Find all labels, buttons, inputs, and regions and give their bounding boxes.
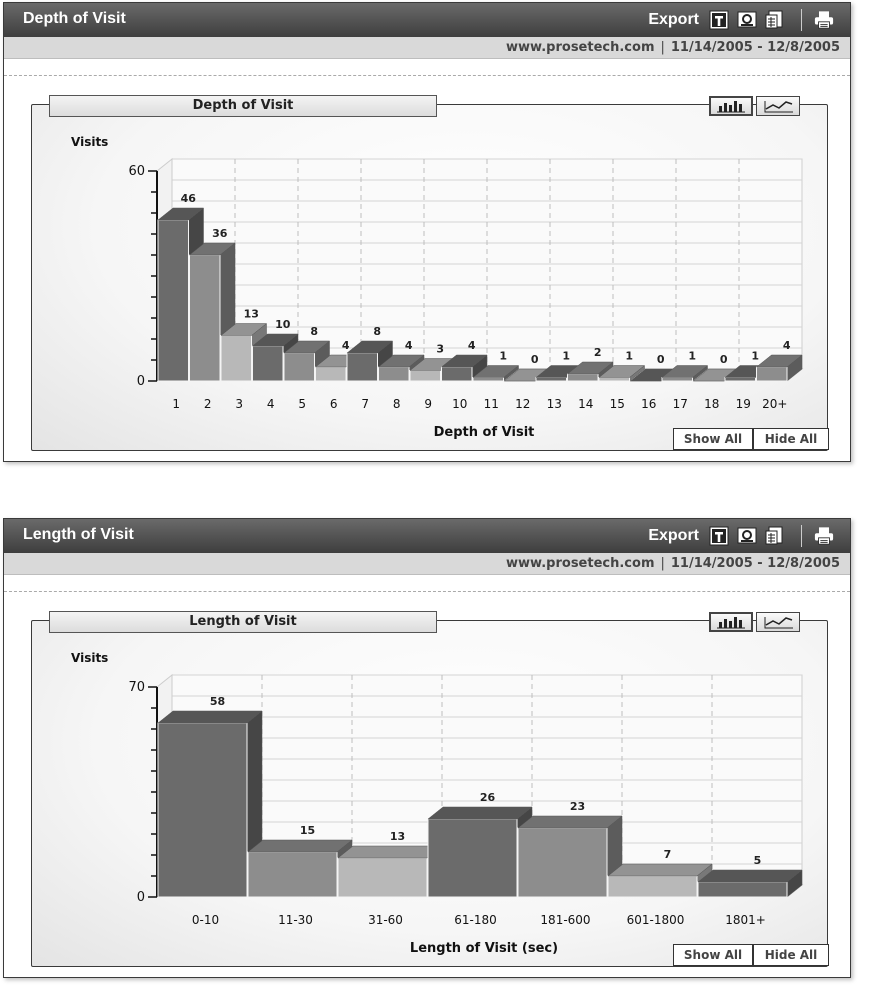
data-label: 15 — [299, 824, 316, 837]
x-tick-label: 6 — [329, 397, 338, 411]
bar-front — [379, 367, 410, 381]
site-url[interactable]: www.prosetech.com — [506, 556, 655, 571]
bar-front — [536, 378, 567, 382]
data-label: 3 — [436, 342, 445, 356]
data-label: 1 — [688, 349, 697, 363]
export-label: Export — [648, 527, 699, 544]
x-tick-label: 11 — [483, 397, 499, 411]
x-tick-label: 61-180 — [454, 913, 497, 927]
bar-front — [284, 353, 315, 381]
x-tick-label: 9 — [424, 397, 433, 411]
data-label: 23 — [569, 800, 586, 813]
x-axis-title: Length of Visit (sec) — [409, 941, 559, 956]
data-label: 13 — [389, 830, 406, 843]
bar-front — [518, 828, 607, 897]
panel-title: Length of Visit — [23, 526, 134, 543]
hide-all-button[interactable]: Hide All — [753, 944, 829, 966]
x-tick-label: 8 — [392, 397, 401, 411]
bar-front — [428, 819, 517, 897]
bar[interactable] — [428, 807, 532, 897]
bar-top — [248, 840, 352, 852]
x-tick-label: 15 — [609, 397, 625, 411]
bar-front — [442, 367, 473, 381]
date-range: 11/14/2005 - 12/8/2005 — [670, 40, 840, 55]
chart-title: Depth of Visit — [49, 95, 437, 117]
x-tick-label: 31-60 — [368, 913, 403, 927]
bar[interactable] — [158, 711, 262, 897]
data-label: 4 — [467, 339, 476, 352]
bar-top — [338, 846, 442, 858]
bar-front — [347, 353, 378, 381]
data-label: 4 — [404, 339, 413, 352]
y-tick-label: 0 — [136, 890, 145, 905]
bar-front — [190, 255, 221, 381]
x-tick-label: 16 — [641, 397, 657, 411]
bar-front — [158, 723, 247, 897]
data-label: 10 — [275, 318, 291, 331]
x-tick-label: 2 — [203, 397, 212, 411]
data-label: 2 — [593, 346, 602, 359]
bar-front — [248, 852, 337, 897]
y-tick-label: 70 — [128, 680, 145, 695]
bar-top — [428, 807, 532, 819]
bar-front — [316, 367, 347, 381]
x-tick-label: 10 — [452, 397, 468, 411]
data-label: 4 — [782, 339, 791, 352]
date-range: 11/14/2005 - 12/8/2005 — [670, 556, 840, 571]
bar-top — [518, 816, 622, 828]
data-label: 8 — [310, 325, 319, 338]
data-label: 8 — [373, 325, 382, 338]
bar-front — [662, 378, 693, 382]
y-tick-label: 60 — [128, 164, 145, 179]
data-label: 58 — [209, 695, 226, 708]
x-tick-label: 18 — [704, 397, 720, 411]
bar[interactable] — [338, 846, 442, 897]
bar[interactable] — [518, 816, 622, 897]
x-tick-label: 5 — [298, 397, 307, 411]
x-tick-label: 14 — [578, 397, 594, 411]
data-label: 36 — [212, 227, 228, 240]
x-tick-label: 20+ — [762, 397, 788, 411]
data-label: 7 — [663, 848, 672, 861]
info-separator: | — [660, 40, 665, 55]
bar-front — [410, 371, 441, 382]
panel-title: Depth of Visit — [23, 10, 126, 27]
data-label: 0 — [719, 353, 728, 366]
bar-front — [253, 346, 284, 381]
x-tick-label: 0-10 — [191, 913, 220, 927]
x-tick-label: 13 — [546, 397, 562, 411]
x-tick-label: 3 — [235, 397, 244, 411]
bar-front — [221, 336, 252, 382]
data-label: 46 — [180, 192, 196, 205]
data-label: 26 — [479, 791, 496, 804]
bar-front — [608, 876, 697, 897]
bar-top — [608, 864, 712, 876]
bar-front — [599, 378, 630, 382]
data-label: 0 — [656, 353, 665, 366]
data-label: 1 — [625, 349, 634, 363]
bar-front — [568, 374, 599, 381]
chart-title: Length of Visit — [49, 611, 437, 633]
bar[interactable] — [698, 870, 802, 897]
bar-front — [473, 378, 504, 382]
bar-top — [698, 870, 802, 882]
data-label: 1 — [499, 349, 508, 363]
data-label: 1 — [562, 349, 571, 363]
bar-front — [338, 858, 427, 897]
y-tick-label: 0 — [136, 374, 145, 389]
bar-front — [757, 367, 788, 381]
x-tick-label: 1801+ — [725, 913, 766, 927]
data-label: 0 — [530, 353, 539, 366]
x-tick-label: 7 — [361, 397, 370, 411]
bar[interactable] — [248, 840, 352, 897]
data-label: 5 — [753, 854, 762, 867]
hide-all-button[interactable]: Hide All — [753, 428, 829, 450]
x-tick-label: 601-1800 — [626, 913, 685, 927]
bar[interactable] — [608, 864, 712, 897]
export-label: Export — [648, 11, 699, 28]
length-of-visit-panel — [3, 518, 851, 978]
x-tick-label: 11-30 — [278, 913, 313, 927]
x-tick-label: 19 — [735, 397, 751, 411]
depth-of-visit-chart — [4, 3, 850, 461]
bar-top — [158, 711, 262, 723]
depth-of-visit-panel — [3, 2, 851, 462]
site-url[interactable]: www.prosetech.com — [506, 40, 655, 55]
bar-front — [698, 882, 787, 897]
x-tick-label: 1 — [172, 397, 181, 411]
length-of-visit-chart — [4, 519, 850, 977]
show-all-button[interactable]: Show All — [673, 944, 753, 966]
x-tick-label: 12 — [515, 397, 531, 411]
data-label: 13 — [243, 307, 259, 321]
x-tick-label: 181-600 — [540, 913, 591, 927]
data-label: 1 — [751, 349, 760, 363]
x-tick-label: 4 — [266, 397, 275, 411]
info-separator: | — [660, 556, 665, 571]
x-tick-label: 17 — [672, 397, 688, 411]
show-all-button[interactable]: Show All — [673, 428, 753, 450]
y-axis-title: Visits — [71, 651, 109, 665]
x-axis-title: Depth of Visit — [433, 425, 535, 440]
y-axis-title: Visits — [71, 135, 109, 149]
bar-front — [158, 220, 189, 381]
data-label: 4 — [341, 339, 350, 352]
bar-front — [725, 378, 756, 382]
